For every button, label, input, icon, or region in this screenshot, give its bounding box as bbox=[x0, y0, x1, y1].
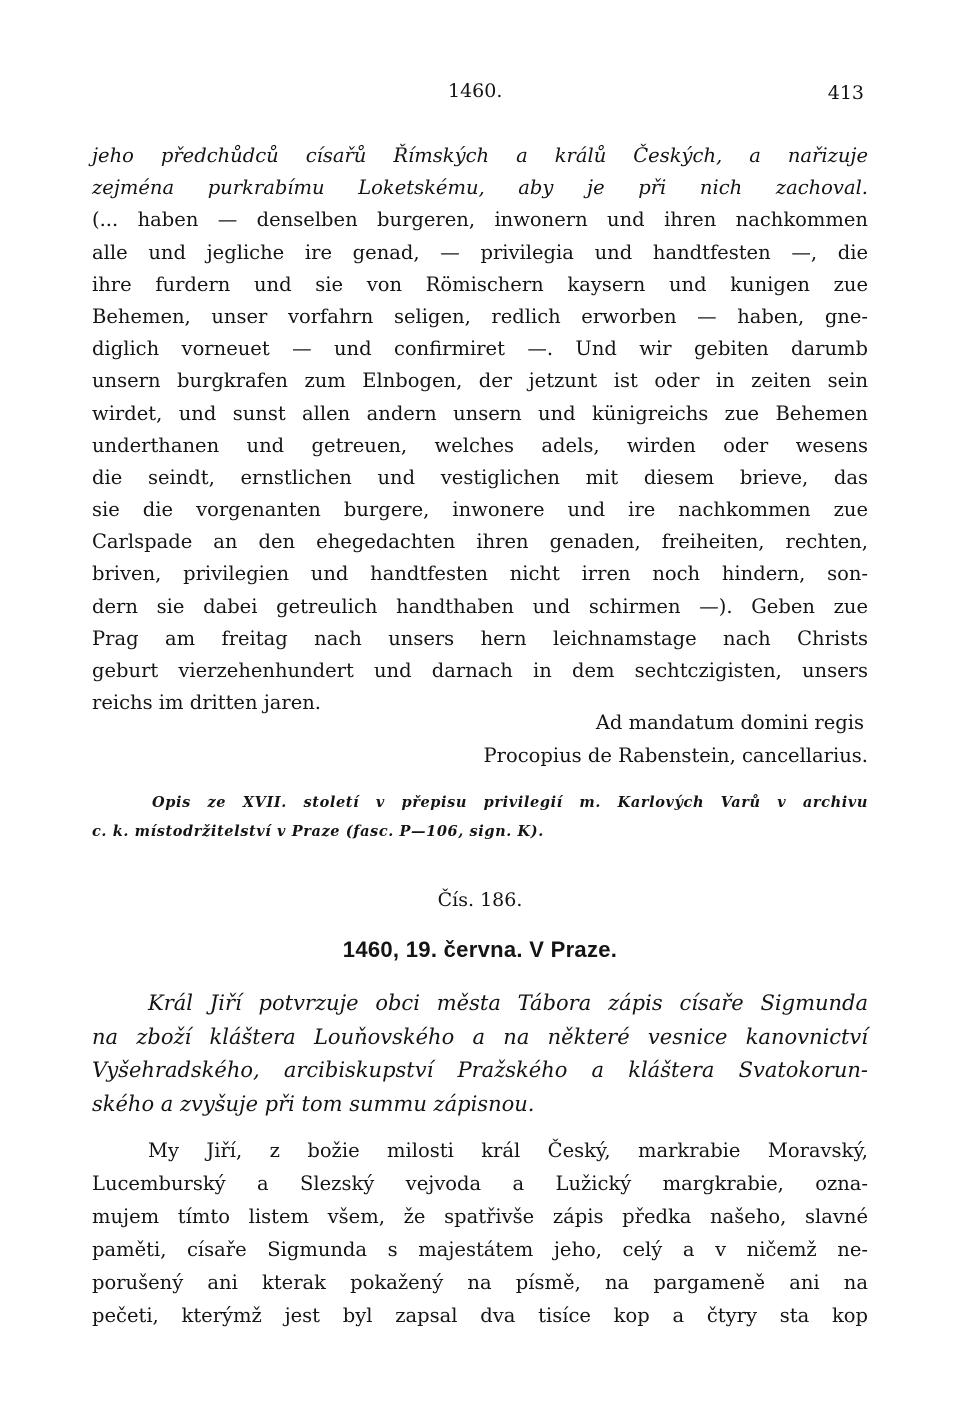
regest-line: Král Jiří potvrzuje obci města Tábora zápis císaře Sigmunda bbox=[148, 991, 868, 1015]
page-number: 413 bbox=[827, 82, 864, 104]
text-line: (... haben — denselben burgeren, inwonern und ihren nachkommen bbox=[92, 208, 868, 232]
source-note-line: c. k. místodržitelství v Praze (fasc. P—106, sign. K). bbox=[92, 823, 544, 840]
text-line: sie die vorgenanten burgere, inwonere und ire nachkommen zue bbox=[92, 498, 868, 522]
text-line: paměti, císaře Sigmunda s majestátem jeho, celý a v ničemž ne- bbox=[92, 1238, 868, 1261]
text-line: zejména purkrabímu Loketskému, aby je při nich zachoval. bbox=[92, 176, 868, 200]
text-line: alle und jegliche ire genad, — privilegia und handtfesten —, die bbox=[92, 240, 868, 264]
regest-line: na zboží kláštera Louňovského a na některé vesnice kanovnictví bbox=[92, 1024, 868, 1049]
source-note bbox=[92, 788, 868, 846]
text-line: My Jiří, z božie milosti král Český, markrabie Moravský, bbox=[148, 1139, 868, 1162]
running-header-year: 1460. bbox=[448, 80, 503, 102]
text-line: dern sie dabei getreulich handthaben und schirmen —). Geben zue bbox=[92, 594, 868, 618]
text-line: Lucemburský a Slezský vejvoda a Lužický margkrabie, ozna- bbox=[92, 1172, 868, 1195]
text-line: Carlspade an den ehegedachten ihren genaden, freiheiten, rechten, bbox=[92, 530, 868, 554]
signature-block bbox=[92, 707, 868, 772]
text-line: unsern burgkrafen zum Elnbogen, der jetzunt ist oder in zeiten sein bbox=[92, 369, 868, 393]
regest-line: ského a zvyšuje při tom summu zápisnou. bbox=[92, 1091, 535, 1116]
document-heading: 1460, 19. června. V Praze. bbox=[342, 937, 618, 962]
regest-line: Vyšehradského, arcibiskupství Pražského a kláštera Svatokorun- bbox=[92, 1058, 868, 1082]
text-line: mujem tímto listem všem, že spatřivše zápis předka našeho, slavné bbox=[92, 1205, 868, 1228]
text-line: ihre furdern und sie von Römischern kaysern und kunigen zue bbox=[92, 272, 868, 296]
text-line: diglich vorneuet — und confirmiret —. Und wir gebiten darumb bbox=[92, 337, 868, 361]
text-line: die seindt, ernstlichen und vestiglichen mit diesem brieve, das bbox=[92, 465, 868, 489]
signature-line: Procopius de Rabenstein, cancellarius. bbox=[483, 743, 868, 767]
text-line: porušený ani kterak pokažený na písmě, na pargameně ani na bbox=[92, 1271, 868, 1294]
text-line: Prag am freitag nach unsers hern leichnamstage nach Christs bbox=[92, 626, 868, 650]
text-line: wirdet, und sunst allen andern unsern und künigreichs zue Behemen bbox=[92, 401, 868, 425]
text-line: geburt vierzehenhundert und darnach in dem sechtczigisten, unsers bbox=[92, 659, 868, 682]
signature-line: Ad mandatum domini regis bbox=[595, 711, 864, 734]
text-line: pečeti, kterýmž jest byl zapsal dva tisíce kop a čtyry sta kop bbox=[92, 1304, 868, 1327]
text-line: jeho předchůdců císařů Římských a králů Českých, a nařizuje bbox=[92, 144, 868, 167]
regest-summary bbox=[92, 987, 868, 1121]
charter-body bbox=[92, 1134, 868, 1332]
text-line: underthanen und getreuen, welches adels, wirden oder wesens bbox=[92, 433, 868, 457]
text-line: Behemen, unser vorfahrn seligen, redlich erworben — haben, gne- bbox=[92, 304, 868, 328]
charter-text-block bbox=[92, 140, 868, 719]
text-line: reichs im dritten jaren. bbox=[92, 691, 322, 715]
source-note-line: Opis ze XVII. století v přepisu privilegií m. Karlových Varů v archivu bbox=[152, 794, 868, 811]
document-number: Čís. 186. bbox=[437, 889, 523, 911]
text-line: briven, privilegien und handtfesten nicht irren noch hindern, son- bbox=[92, 562, 868, 586]
